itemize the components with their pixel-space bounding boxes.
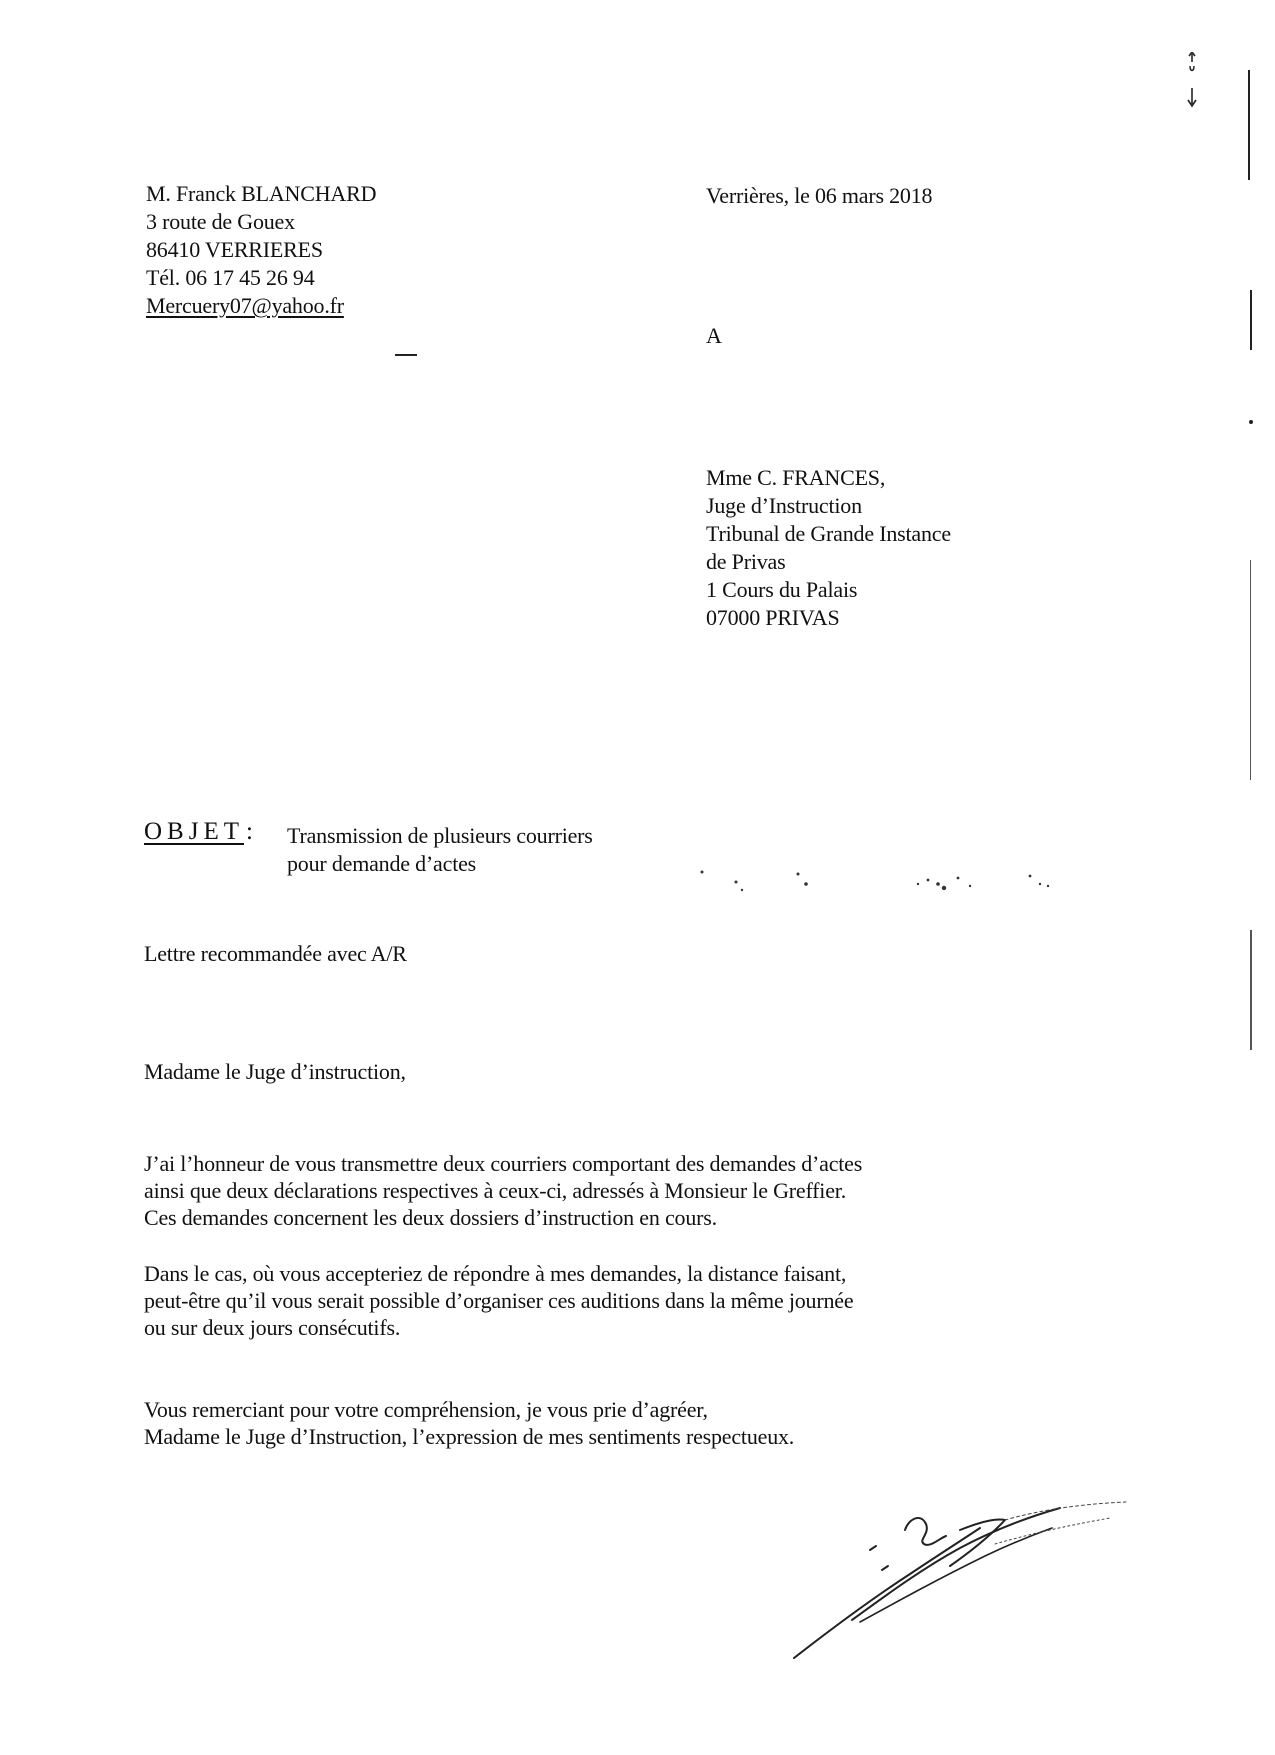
salutation: Madame le Juge d’instruction, xyxy=(144,1059,406,1084)
subject-line-1: Transmission de plusieurs courriers xyxy=(287,823,593,848)
sender-email-link[interactable]: Mercuery07@yahoo.fr xyxy=(146,293,344,318)
paragraph-line: peut-être qu’il vous serait possible d’organiser ces auditions dans la même journée xyxy=(144,1288,854,1313)
sender-name: M. Franck BLANCHARD xyxy=(146,181,377,206)
scan-edge-line xyxy=(1248,70,1250,180)
recipient-street: 1 Cours du Palais xyxy=(706,577,858,602)
subject-label-text: OBJET xyxy=(144,818,244,845)
closing-line: Madame le Juge d’Instruction, l’expression de mes sentiments respectueux. xyxy=(144,1424,795,1449)
recipient-court-city: de Privas xyxy=(706,549,786,574)
subject-colon: : xyxy=(246,818,253,845)
recipient-court: Tribunal de Grande Instance xyxy=(706,521,951,546)
scan-dash xyxy=(395,354,417,356)
scan-edge-line xyxy=(1250,560,1251,780)
handwritten-signature xyxy=(790,1500,1130,1665)
sender-phone: Tél. 06 17 45 26 94 xyxy=(146,265,315,290)
delivery-mode: Lettre recommandée avec A/R xyxy=(144,941,407,966)
recipient-name: Mme C. FRANCES, xyxy=(706,465,886,490)
paragraph-line: ainsi que deux déclarations respectives à ceux-ci, adressés à Monsieur le Greffier. xyxy=(144,1178,846,1203)
subject-line-2: pour demande d’actes xyxy=(287,851,477,876)
subject-label xyxy=(144,818,253,846)
paragraph-line: ou sur deux jours consécutifs. xyxy=(144,1315,401,1340)
scan-noise-dots xyxy=(700,862,1100,902)
recipient-city: 07000 PRIVAS xyxy=(706,605,840,630)
paragraph-line: Ces demandes concernent les deux dossiers d’instruction en cours. xyxy=(144,1205,717,1230)
place-date: Verrières, le 06 mars 2018 xyxy=(706,183,933,208)
sender-city: 86410 VERRIERES xyxy=(146,237,323,262)
recipient-title: Juge d’Instruction xyxy=(706,493,862,518)
paragraph-line: Dans le cas, où vous accepteriez de répondre à mes demandes, la distance faisant, xyxy=(144,1261,847,1286)
sender-street: 3 route de Gouex xyxy=(146,209,295,234)
closing-line: Vous remerciant pour votre compréhension, je vous prie d’agréer, xyxy=(144,1397,708,1422)
scan-edge-line xyxy=(1250,290,1252,350)
paragraph-line: J’ai l’honneur de vous transmettre deux courriers comportant des demandes d’actes xyxy=(144,1151,863,1176)
scan-speck xyxy=(1249,420,1253,424)
scan-corner-marks xyxy=(1180,52,1204,112)
to-label: A xyxy=(706,323,722,348)
scan-edge-line xyxy=(1250,930,1252,1050)
